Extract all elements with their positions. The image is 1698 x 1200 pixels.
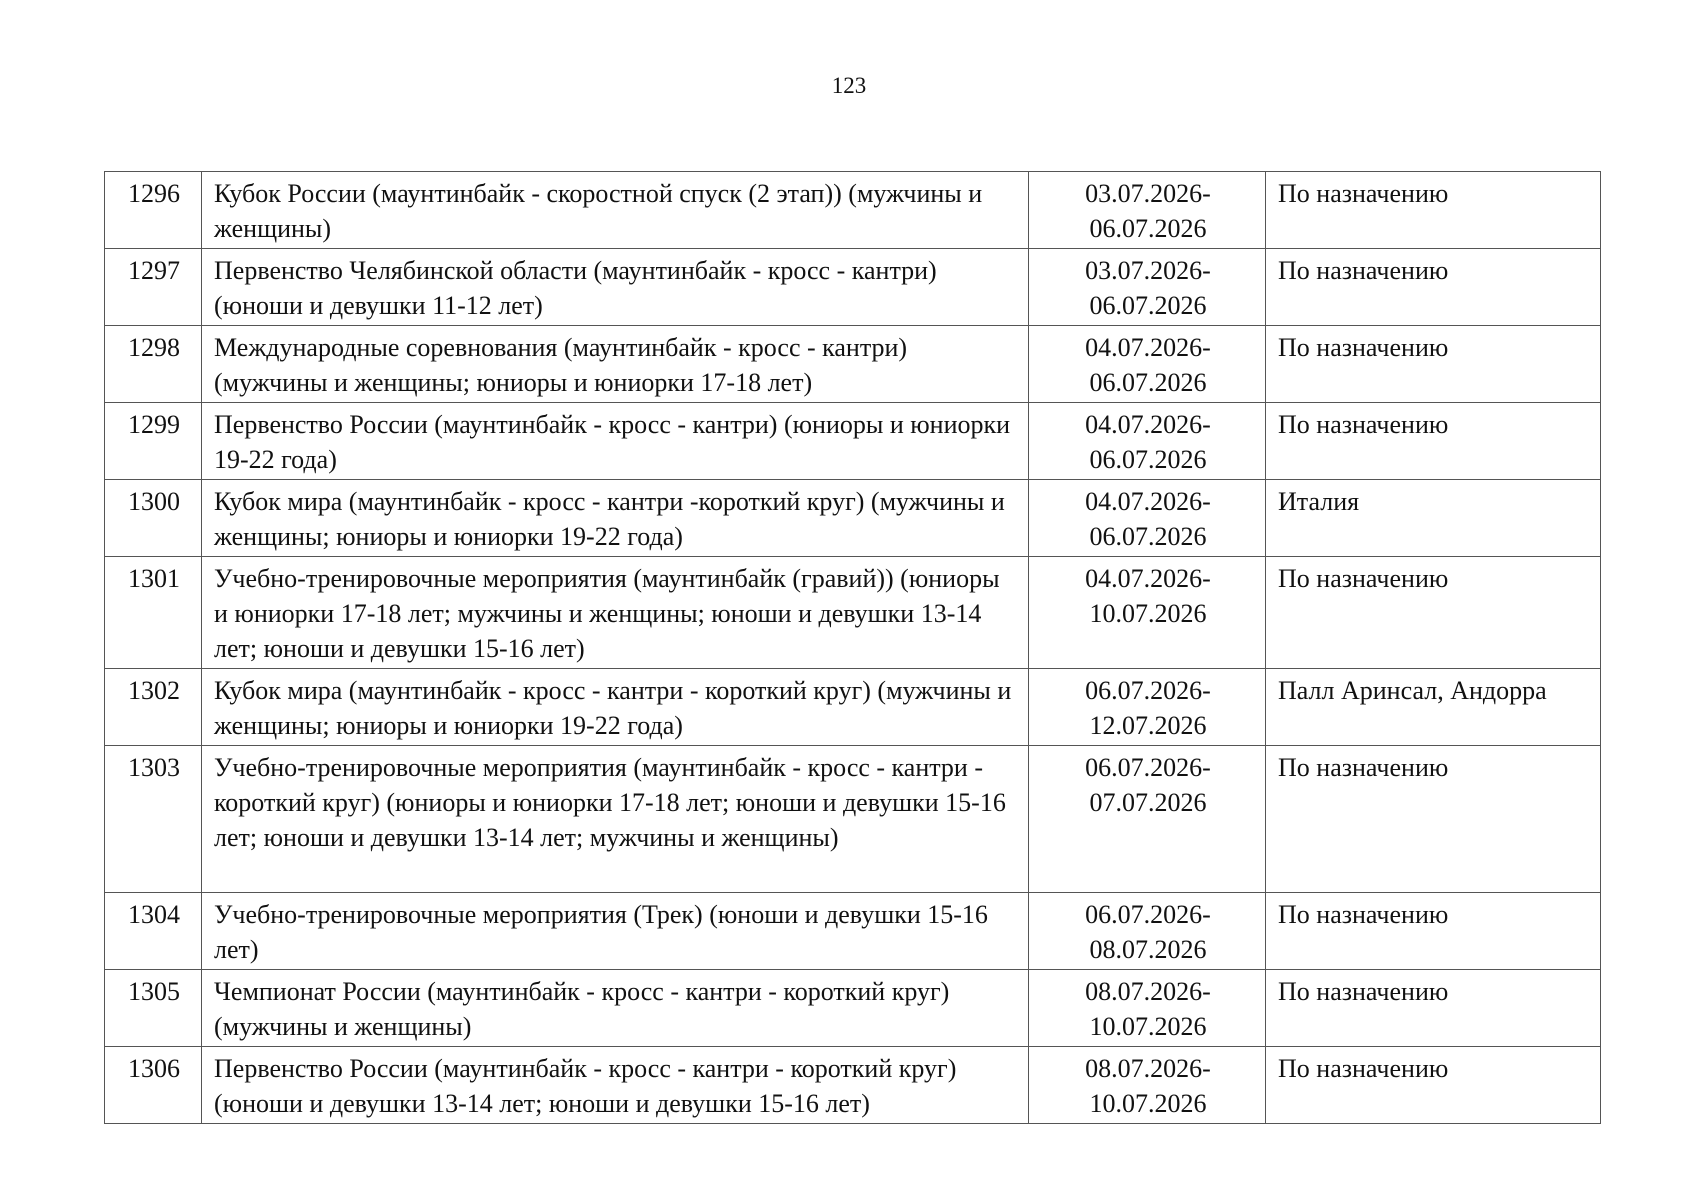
event-date-start: 06.07.2026- — [1085, 753, 1211, 782]
event-dates — [1029, 326, 1266, 403]
event-place: По назначению — [1266, 172, 1601, 249]
event-dates — [1029, 172, 1266, 249]
event-name: Кубок мира (маунтинбайк - кросс - кантри -короткий круг) (мужчины и женщины; юниоры и юниорки 19-22 года) — [202, 480, 1029, 557]
event-name: Первенство России (маунтинбайк - кросс - кантри - короткий круг) (юноши и девушки 13-14 лет; юноши и девушки 15-16 лет) — [202, 1047, 1029, 1124]
table-row — [105, 970, 1601, 1047]
event-date-start: 04.07.2026- — [1085, 333, 1211, 362]
event-dates — [1029, 403, 1266, 480]
event-dates — [1029, 970, 1266, 1047]
event-number: 1296 — [105, 172, 202, 249]
event-date-end: 10.07.2026 — [1089, 1012, 1207, 1041]
event-dates — [1029, 1047, 1266, 1124]
event-dates — [1029, 480, 1266, 557]
event-dates — [1029, 669, 1266, 746]
event-date-end: 06.07.2026 — [1089, 214, 1207, 243]
event-name: Учебно-тренировочные мероприятия (маунтинбайк - кросс - кантри - короткий круг) (юниоры и юниорки 17-18 лет; юноши и девушки 15-16 лет; юноши и девушки 13-14 лет; мужчины и женщины) — [202, 746, 1029, 893]
table-row — [105, 249, 1601, 326]
event-date-end: 06.07.2026 — [1089, 291, 1207, 320]
event-date-end: 12.07.2026 — [1089, 711, 1207, 740]
table-row — [105, 893, 1601, 970]
event-name: Первенство России (маунтинбайк - кросс - кантри) (юниоры и юниорки 19-22 года) — [202, 403, 1029, 480]
event-number: 1303 — [105, 746, 202, 893]
event-date-end: 06.07.2026 — [1089, 368, 1207, 397]
event-place: Палл Аринсал, Андорра — [1266, 669, 1601, 746]
event-number: 1297 — [105, 249, 202, 326]
table-row — [105, 172, 1601, 249]
event-place: По назначению — [1266, 1047, 1601, 1124]
event-date-end: 06.07.2026 — [1089, 522, 1207, 551]
event-dates — [1029, 249, 1266, 326]
event-name: Кубок России (маунтинбайк - скоростной спуск (2 этап)) (мужчины и женщины) — [202, 172, 1029, 249]
page-number: 123 — [831, 73, 867, 98]
event-dates — [1029, 746, 1266, 893]
event-place: Италия — [1266, 480, 1601, 557]
event-date-end: 06.07.2026 — [1089, 445, 1207, 474]
table-row — [105, 480, 1601, 557]
event-date-start: 03.07.2026- — [1085, 179, 1211, 208]
event-date-start: 08.07.2026- — [1085, 977, 1211, 1006]
event-date-start: 08.07.2026- — [1085, 1054, 1211, 1083]
event-place: По назначению — [1266, 249, 1601, 326]
event-date-start: 04.07.2026- — [1085, 487, 1211, 516]
event-number: 1298 — [105, 326, 202, 403]
table-row — [105, 746, 1601, 893]
event-name: Кубок мира (маунтинбайк - кросс - кантри - короткий круг) (мужчины и женщины; юниоры и юниорки 19-22 года) — [202, 669, 1029, 746]
event-number: 1306 — [105, 1047, 202, 1124]
event-name: Учебно-тренировочные мероприятия (маунтинбайк (гравий)) (юниоры и юниорки 17-18 лет; мужчины и женщины; юноши и девушки 13-14 лет; юноши и девушки 15-16 лет) — [202, 557, 1029, 669]
table-row — [105, 1047, 1601, 1124]
event-date-end: 08.07.2026 — [1089, 935, 1207, 964]
event-place: По назначению — [1266, 403, 1601, 480]
table-row — [105, 326, 1601, 403]
event-place: По назначению — [1266, 893, 1601, 970]
event-place: По назначению — [1266, 970, 1601, 1047]
event-date-end: 10.07.2026 — [1089, 599, 1207, 628]
event-place: По назначению — [1266, 326, 1601, 403]
event-name: Международные соревнования (маунтинбайк - кросс - кантри) (мужчины и женщины; юниоры и юниорки 17-18 лет) — [202, 326, 1029, 403]
event-dates — [1029, 893, 1266, 970]
event-name: Первенство Челябинской области (маунтинбайк - кросс - кантри) (юноши и девушки 11-12 лет) — [202, 249, 1029, 326]
event-place: По назначению — [1266, 746, 1601, 893]
event-place: По назначению — [1266, 557, 1601, 669]
event-date-start: 06.07.2026- — [1085, 676, 1211, 705]
table-row — [105, 403, 1601, 480]
event-name: Учебно-тренировочные мероприятия (Трек) (юноши и девушки 15-16 лет) — [202, 893, 1029, 970]
table-row — [105, 669, 1601, 746]
event-number: 1299 — [105, 403, 202, 480]
event-dates — [1029, 557, 1266, 669]
table-row — [105, 557, 1601, 669]
event-date-start: 03.07.2026- — [1085, 256, 1211, 285]
event-number: 1300 — [105, 480, 202, 557]
event-number: 1302 — [105, 669, 202, 746]
event-date-end: 07.07.2026 — [1089, 788, 1207, 817]
event-date-start: 06.07.2026- — [1085, 900, 1211, 929]
event-date-start: 04.07.2026- — [1085, 564, 1211, 593]
events-table — [104, 171, 1601, 1124]
event-number: 1301 — [105, 557, 202, 669]
event-date-end: 10.07.2026 — [1089, 1089, 1207, 1118]
event-date-start: 04.07.2026- — [1085, 410, 1211, 439]
event-number: 1304 — [105, 893, 202, 970]
event-name: Чемпионат России (маунтинбайк - кросс - кантри - короткий круг) (мужчины и женщины) — [202, 970, 1029, 1047]
event-number: 1305 — [105, 970, 202, 1047]
